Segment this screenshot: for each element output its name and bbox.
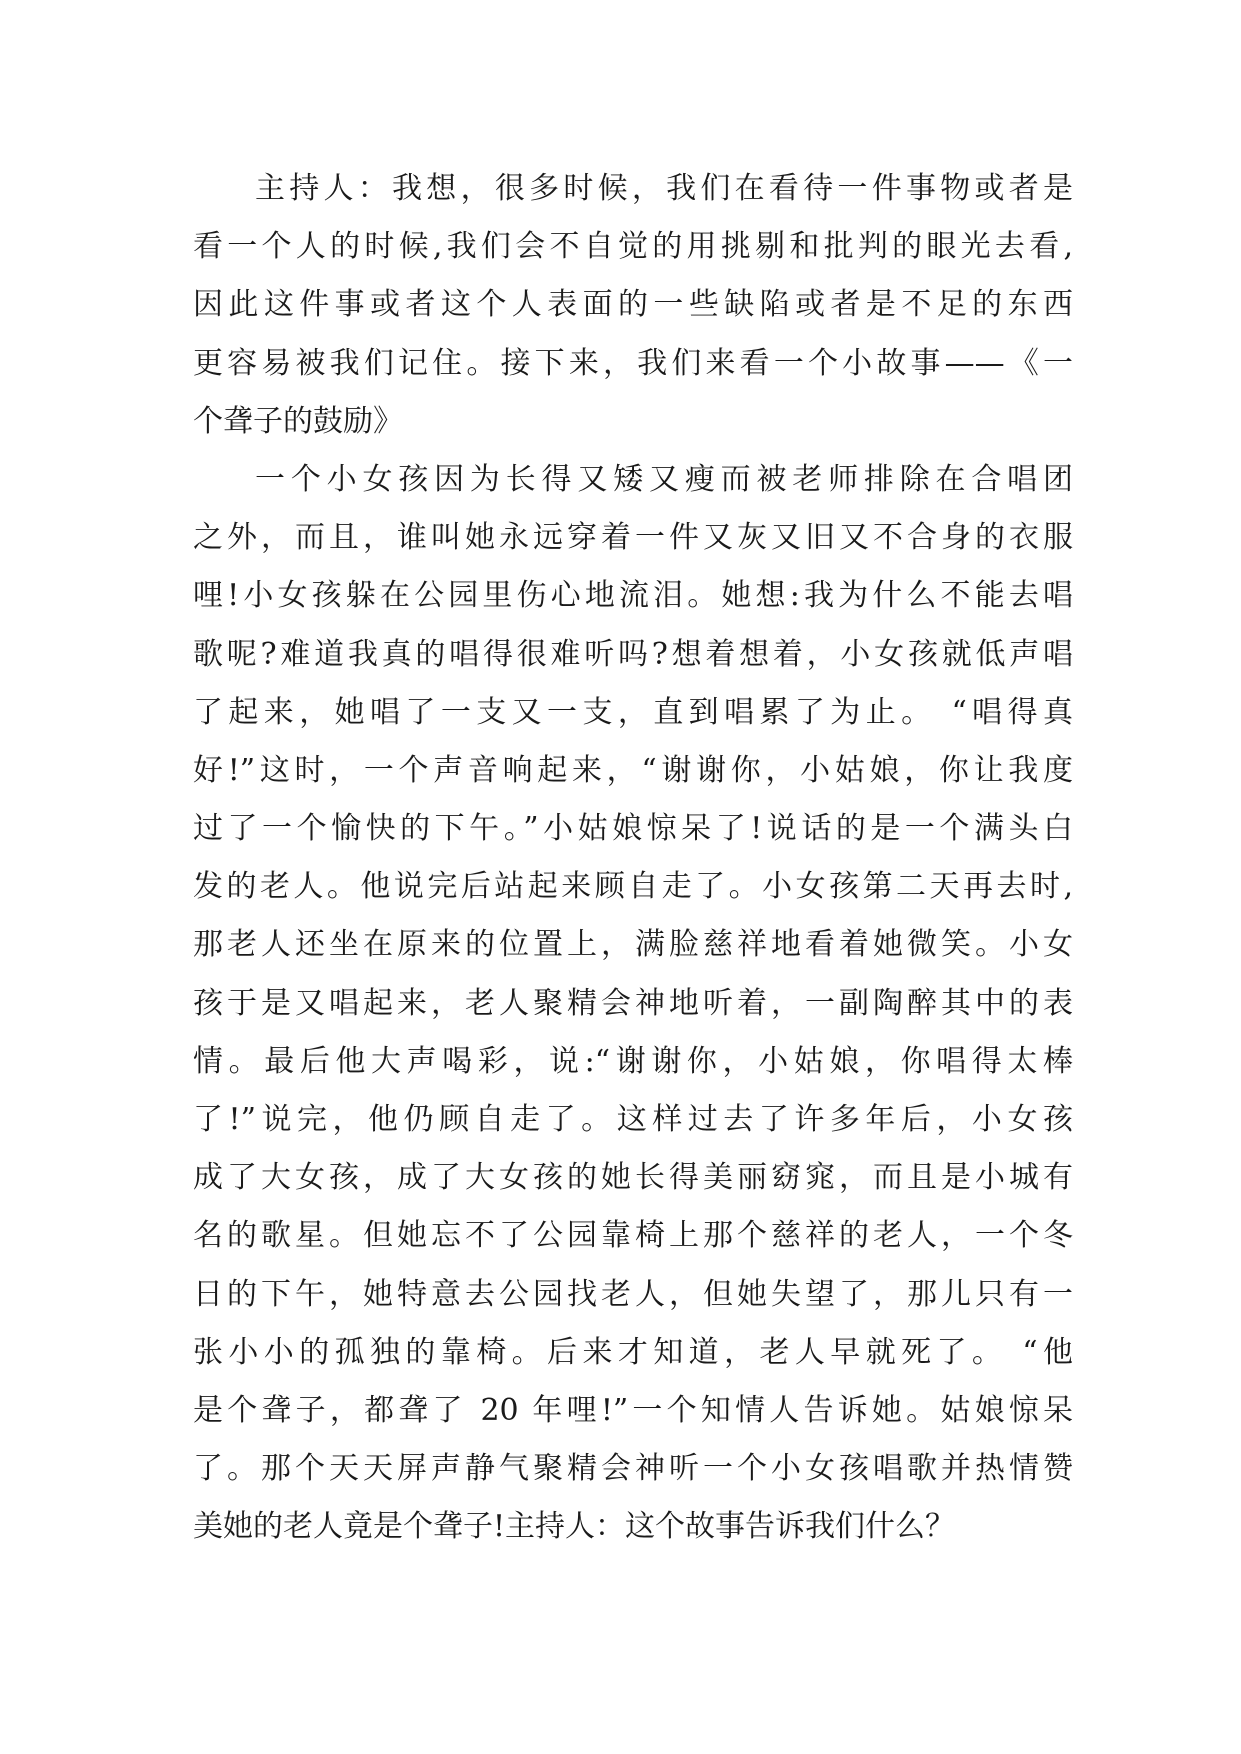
paragraph-2-line-9: 那老人还坐在原来的位置上，满脸慈祥地看着她微笑。小女 — [193, 927, 1073, 963]
paragraph-2-line-6: 好!”这时，一个声音响起来，“谢谢你，小姑娘，你让我度 — [193, 752, 1073, 788]
paragraph-2-line-2: 之外，而且，谁叫她永远穿着一件又灰又旧又不合身的衣服 — [193, 520, 1073, 556]
paragraph-2-line-3: 哩!小女孩躲在公园里伤心地流泪。她想:我为什么不能去唱 — [193, 578, 1073, 614]
paragraph-2-line-18: 了。那个天天屏声静气聚精会神听一个小女孩唱歌并热情赞 — [193, 1451, 1073, 1487]
paragraph-2-line-14: 名的歌星。但她忘不了公园靠椅上那个慈祥的老人，一个冬 — [193, 1218, 1073, 1254]
paragraph-1-line-4: 更容易被我们记住。接下来，我们来看一个小故事——《一 — [193, 345, 1073, 381]
paragraph-1-line-5: 个聋子的鼓励》 — [193, 403, 403, 439]
paragraph-2-line-7: 过了一个愉快的下午。”小姑娘惊呆了!说话的是一个满头白 — [193, 811, 1073, 847]
document-body — [193, 160, 1073, 1557]
paragraph-2-line-16: 张小小的孤独的靠椅。后来才知道，老人早就死了。 “他 — [193, 1334, 1073, 1370]
paragraph-2-line-19: 美她的老人竟是个聋子!主持人：这个故事告诉我们什么？ — [193, 1509, 956, 1545]
paragraph-1-line-2: 看一个人的时候,我们会不自觉的用挑剔和批判的眼光去看, — [193, 229, 1073, 265]
paragraph-2-line-11: 情。最后他大声喝彩，说:“谢谢你，小姑娘，你唱得太棒 — [193, 1043, 1073, 1079]
paragraph-2-line-5: 了起来，她唱了一支又一支，直到唱累了为止。 “唱得真 — [193, 694, 1073, 730]
paragraph-2-line-8: 发的老人。他说完后站起来顾自走了。小女孩第二天再去时, — [193, 869, 1073, 905]
paragraph-1-line-3: 因此这件事或者这个人表面的一些缺陷或者是不足的东西 — [193, 287, 1073, 323]
paragraph-2-line-4: 歌呢?难道我真的唱得很难听吗?想着想着，小女孩就低声唱 — [193, 636, 1073, 672]
paragraph-2-line-17: 是个聋子，都聋了 20 年哩!”一个知情人告诉她。姑娘惊呆 — [193, 1392, 1073, 1428]
paragraph-1-line-1: 主持人：我想，很多时候，我们在看待一件事物或者是 — [255, 171, 1073, 206]
paragraph-2-line-10: 孩于是又唱起来，老人聚精会神地听着，一副陶醉其中的表 — [193, 985, 1073, 1021]
paragraph-2-line-12: 了!”说完，他仍顾自走了。这样过去了许多年后，小女孩 — [193, 1102, 1073, 1137]
paragraph-2-line-13: 成了大女孩，成了大女孩的她长得美丽窈窕，而且是小城有 — [193, 1160, 1073, 1196]
paragraph-2-line-15: 日的下午，她特意去公园找老人，但她失望了，那儿只有一 — [193, 1276, 1073, 1312]
paragraph-2-line-1: 一个小女孩因为长得又矮又瘦而被老师排除在合唱团 — [255, 461, 1073, 497]
